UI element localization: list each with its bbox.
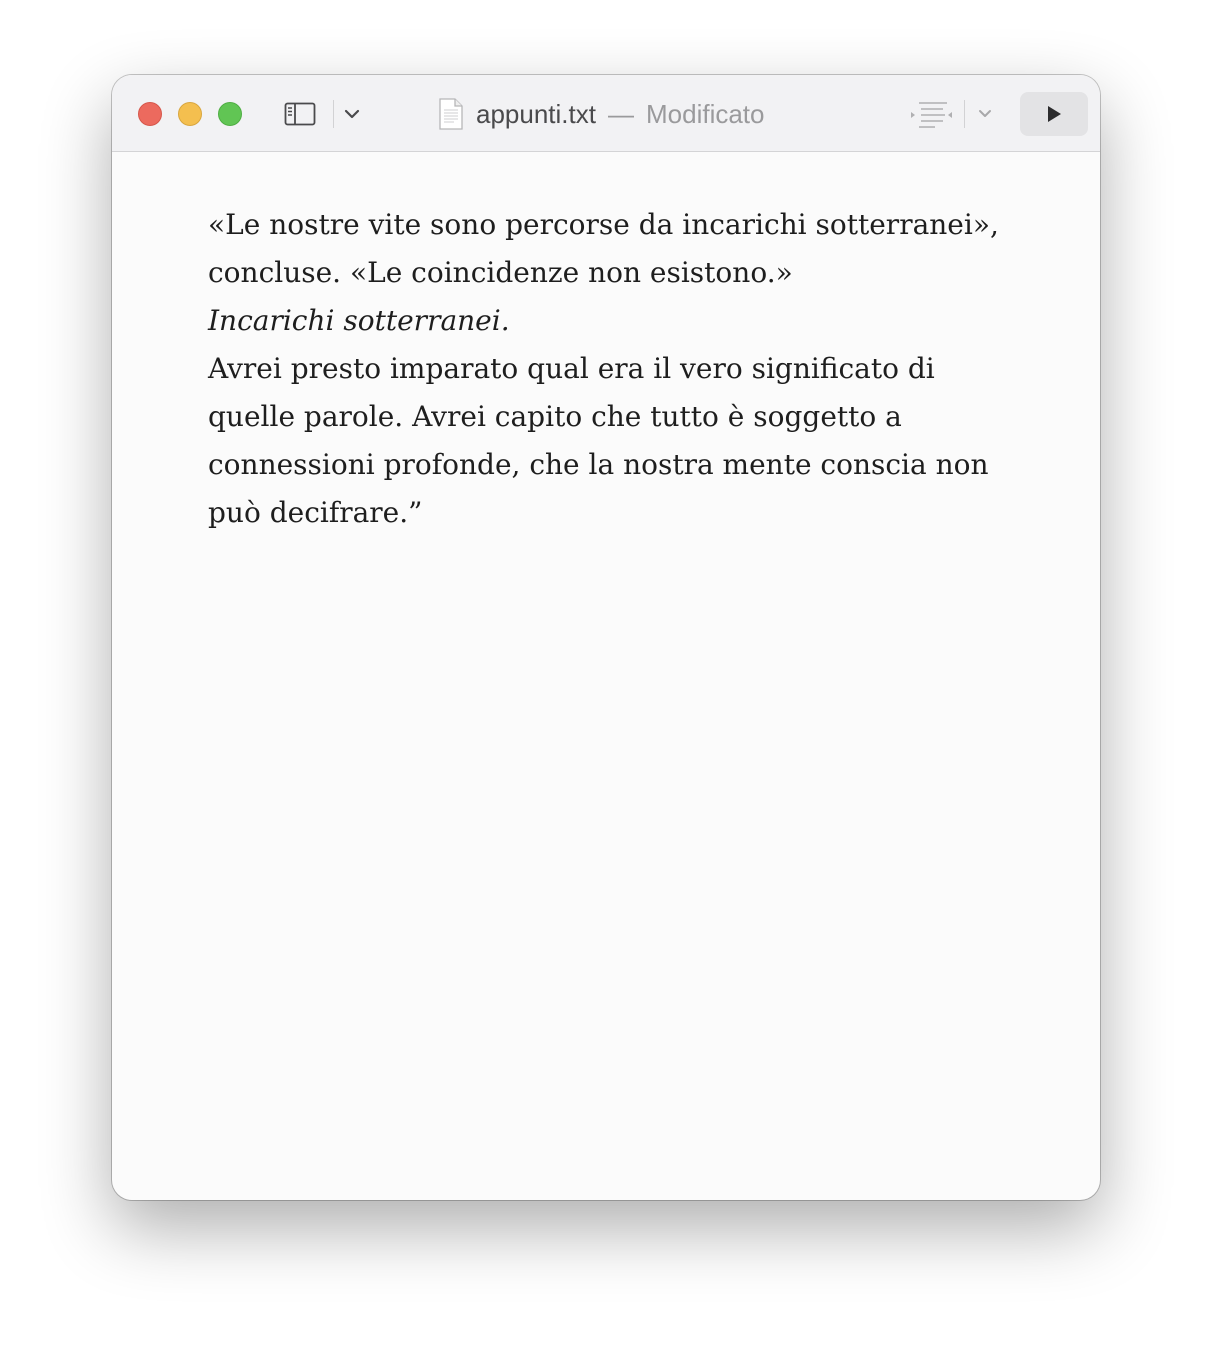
zoom-button[interactable] [218,102,242,126]
edited-status: Modificato [645,98,765,129]
sidebar-options-button[interactable] [340,102,364,126]
title-separator: — [607,98,634,129]
outline-list-icon [909,99,953,129]
run-button[interactable] [1020,92,1088,136]
document-icon [438,98,464,130]
text-line: concluse. «Le coincidenze non esistono.» [208,256,793,289]
toolbar-divider [964,100,965,128]
play-icon [1046,105,1062,123]
text-line: «Le nostre vite sono percorse da incarichi sotterranei», [208,208,999,241]
text-line-italic: Incarichi sotterranei. [208,304,510,337]
outline-options-button[interactable] [974,102,996,126]
sidebar-toggle-icon [284,102,316,126]
close-button[interactable] [138,102,162,126]
text-line: può decifrare.” [208,496,423,529]
title-bar [112,75,1100,152]
minimize-button[interactable] [178,102,202,126]
text-line: quelle parole. Avrei capito che tutto è soggetto a [208,400,902,433]
chevron-down-icon [344,108,360,120]
text-line: Avrei presto imparato qual era il vero significato di [208,352,935,385]
text-line: connessioni profonde, che la nostra mente conscia non [208,448,989,481]
outline-button[interactable] [908,97,954,131]
window-title [438,97,764,131]
sidebar-toggle-button[interactable] [282,100,318,128]
toolbar-divider [333,100,334,128]
file-name: appunti.txt [476,98,596,129]
text-editor[interactable] [208,201,1008,537]
editor-window [112,75,1100,1200]
chevron-down-icon [978,109,992,119]
